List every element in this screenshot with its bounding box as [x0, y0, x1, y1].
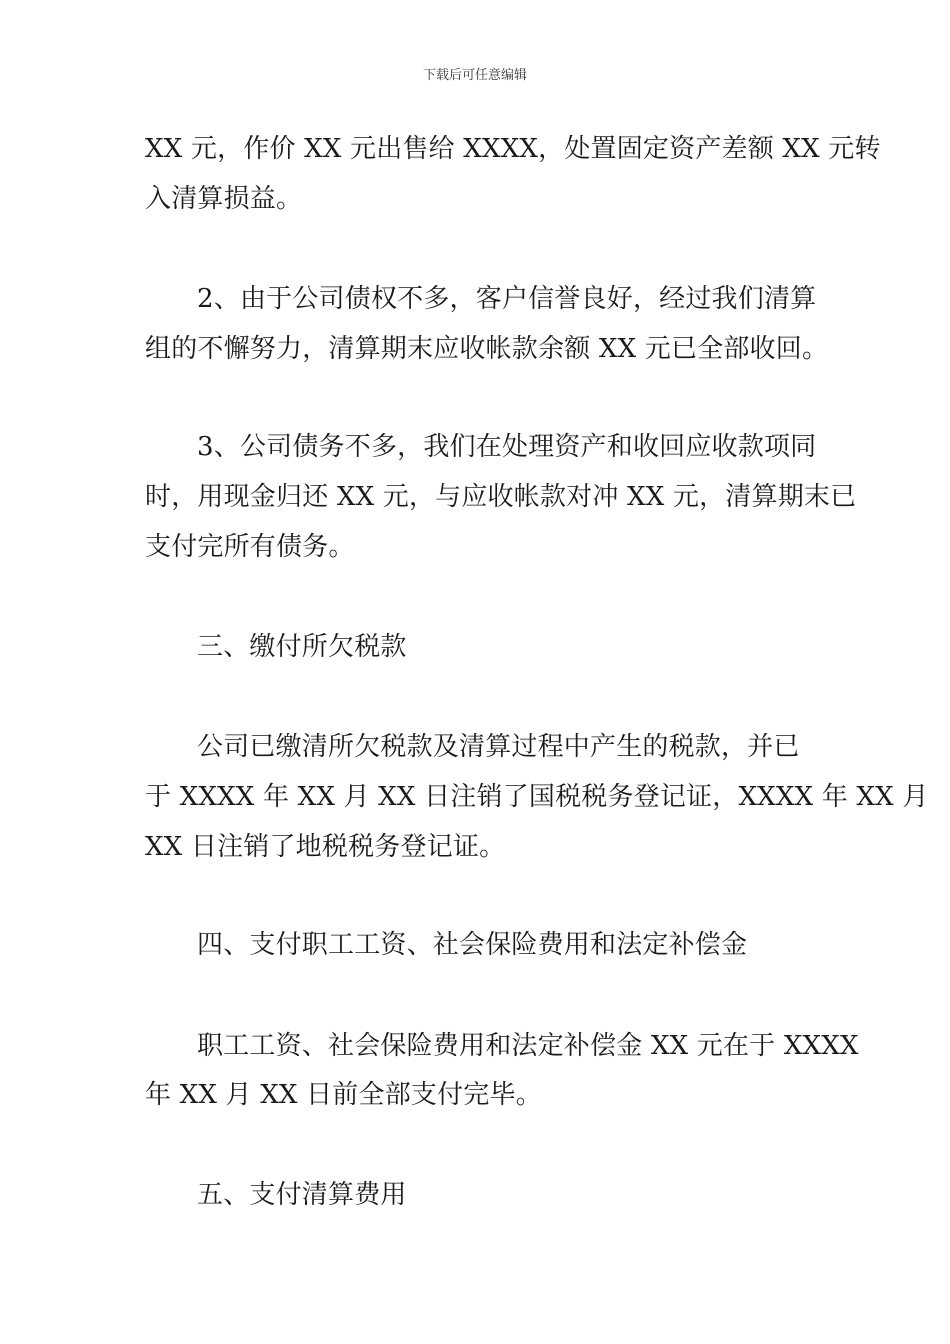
paragraph-line: 时，用现金归还 XX 元，与应收帐款对冲 XX 元，清算期末已	[145, 482, 857, 512]
paragraph-line: 年 XX 月 XX 日前全部支付完毕。	[145, 1080, 542, 1110]
paragraph-line: XX 元，作价 XX 元出售给 XXXX，处置固定资产差额 XX 元转	[145, 134, 881, 164]
paragraph-line: 于 XXXX 年 XX 月 XX 日注销了国税税务登记证，XXXX 年 XX 月	[145, 782, 929, 812]
section-heading: 五、支付清算费用	[197, 1180, 407, 1210]
paragraph-line: XX 日注销了地税税务登记证。	[145, 832, 506, 862]
paragraph-line: 支付完所有债务。	[145, 532, 355, 562]
section-heading: 三、缴付所欠税款	[197, 632, 407, 662]
paragraph-line: 组的不懈努力，清算期末应收帐款余额 XX 元已全部收回。	[145, 334, 829, 364]
paragraph-line: 2、由于公司债权不多，客户信誉良好，经过我们清算	[197, 284, 817, 314]
page-header-note: 下载后可任意编辑	[422, 68, 527, 83]
paragraph-line: 公司已缴清所欠税款及清算过程中产生的税款，并已	[197, 732, 800, 762]
paragraph-line: 入清算损益。	[145, 184, 303, 214]
paragraph-line: 职工工资、社会保险费用和法定补偿金 XX 元在于 XXXX	[197, 1031, 859, 1061]
section-heading: 四、支付职工工资、社会保险费用和法定补偿金	[197, 930, 748, 960]
paragraph-line: 3、公司债务不多，我们在处理资产和收回应收款项同	[197, 432, 817, 462]
